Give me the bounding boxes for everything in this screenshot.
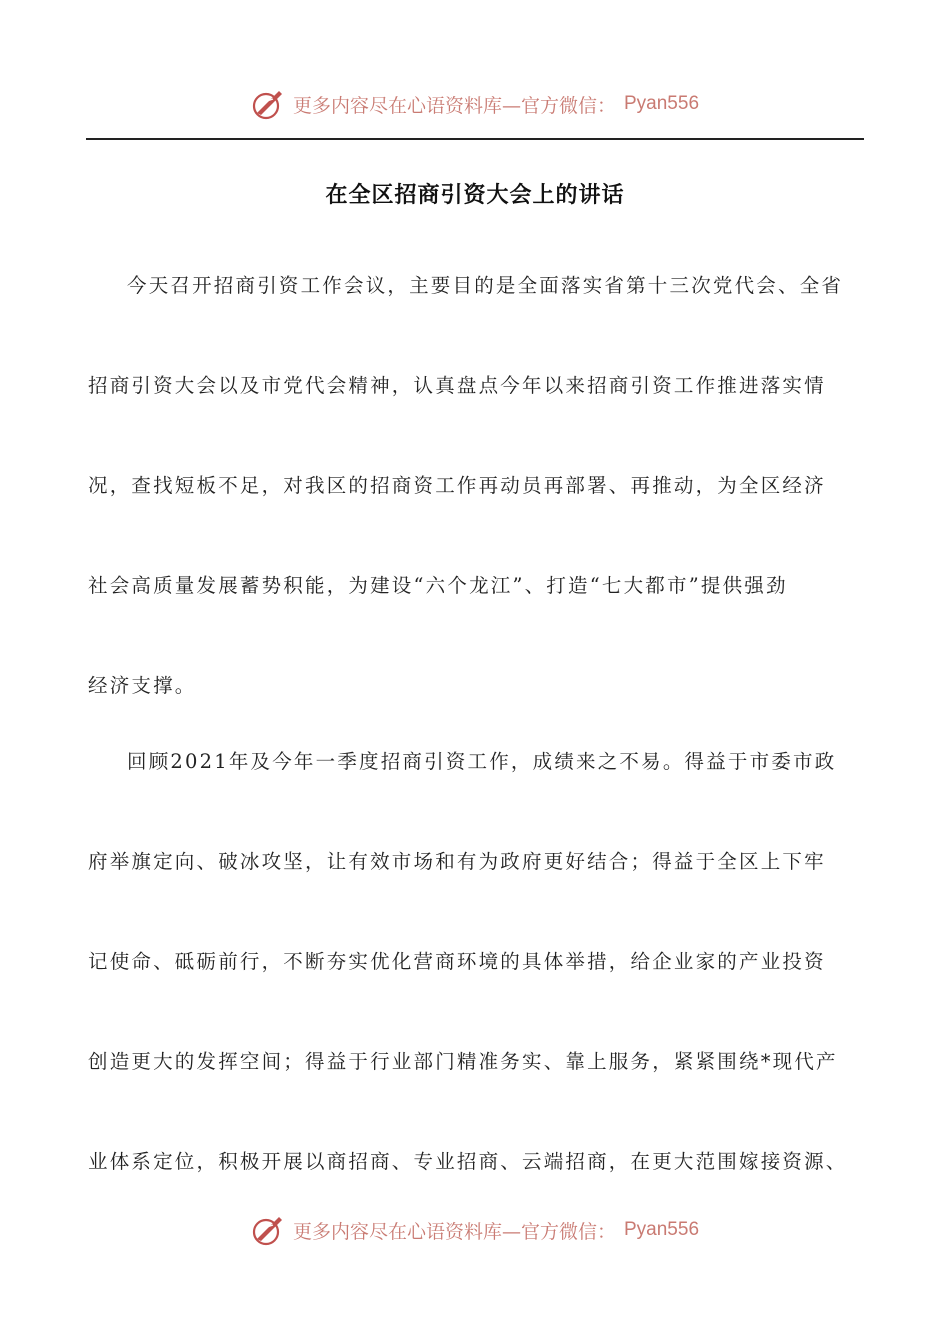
text-line: 回顾2021年及今年一季度招商引资工作，成绩来之不易。得益于市委市政 — [127, 750, 837, 773]
text-line: 经济支撑。 — [88, 674, 197, 697]
paragraph-2 — [88, 742, 860, 1242]
text-line: 创造更大的发挥空间；得益于行业部门精准务实、靠上服务，紧紧围绕*现代产 — [88, 1050, 838, 1073]
document-title: 在全区招商引资大会上的讲话 — [325, 182, 625, 208]
text-line: 今天召开招商引资工作会议，主要目的是全面落实省第十三次党代会、全省 — [127, 274, 844, 297]
header-divider — [86, 138, 864, 140]
text-line: 记使命、砥砺前行，不断夯实优化营商环境的具体举措，给企业家的产业投资 — [88, 950, 826, 973]
watermark-id: Pyan556 — [624, 1219, 700, 1240]
footer-watermark — [0, 1208, 950, 1252]
document-body — [88, 266, 860, 1242]
text-line: 府举旗定向、破冰攻坚，让有效市场和有为政府更好结合；得益于全区上下牢 — [88, 850, 826, 873]
watermark-text: 更多内容尽在心语资料库—官方微信： — [292, 94, 616, 117]
header-watermark — [0, 82, 950, 126]
text-line: 社会高质量发展蓄势积能，为建设“六个龙江”、打造“七大都市”提供强劲 — [88, 574, 788, 597]
text-line: 招商引资大会以及市党代会精神，认真盘点今年以来招商引资工作推进落实情 — [88, 374, 826, 397]
watermark-id: Pyan556 — [624, 93, 700, 114]
text-line: 况，查找短板不足，对我区的招商资工作再动员再部署、再推动，为全区经济 — [88, 474, 826, 497]
quill-logo-icon — [251, 1213, 285, 1247]
paragraph-1 — [88, 266, 860, 742]
watermark-text: 更多内容尽在心语资料库—官方微信： — [292, 1220, 616, 1243]
quill-logo-icon — [251, 87, 285, 121]
text-line: 业体系定位，积极开展以商招商、专业招商、云端招商，在更大范围嫁接资源、 — [88, 1150, 848, 1173]
